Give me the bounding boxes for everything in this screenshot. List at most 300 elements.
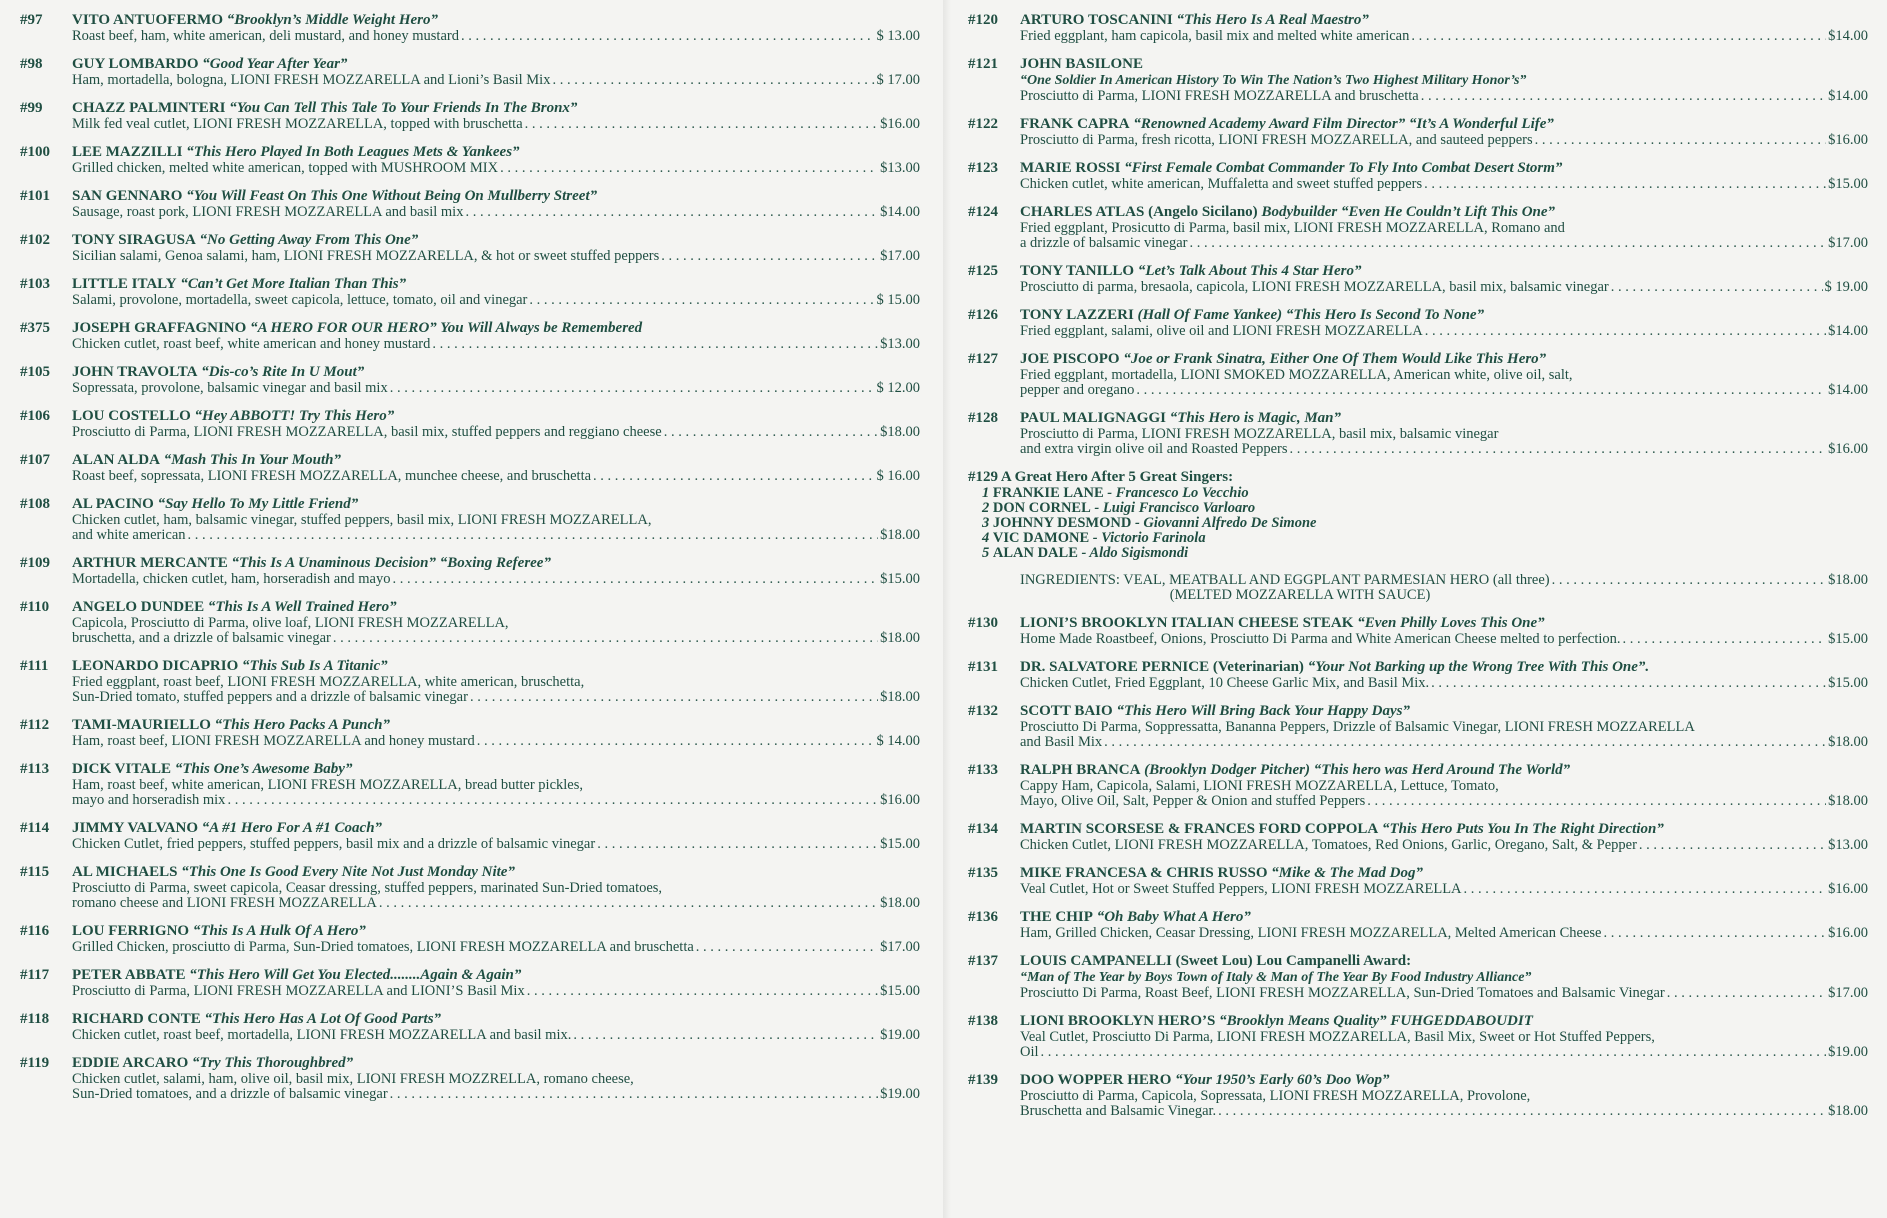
singer-entry: [982, 501, 1868, 516]
item-price: $14.00: [880, 204, 920, 220]
ingredients-line: [72, 1028, 920, 1043]
item-heading: [72, 967, 920, 984]
dot-leader: [390, 1087, 878, 1102]
item-number: #134: [968, 821, 998, 837]
singer-entry: [982, 531, 1868, 546]
item-name: PAUL MALIGNAGGI: [1020, 410, 1166, 426]
item-price: $16.00: [880, 116, 920, 132]
dot-leader: [1535, 133, 1826, 148]
ingredients-line: [72, 631, 920, 646]
item-name: RICHARD CONTE: [72, 1011, 201, 1027]
item-price: $14.00: [1828, 382, 1868, 398]
singer-entry: [982, 546, 1868, 561]
item-heading: [1020, 307, 1868, 324]
ingredients-text: Roast beef, ham, white american, deli mustard, and honey mustard: [72, 28, 459, 44]
item-body: [72, 599, 920, 646]
item-price: $17.00: [880, 248, 920, 264]
menu-item: [968, 1072, 1868, 1119]
item-body: [72, 1055, 920, 1102]
dot-leader: [1604, 926, 1827, 941]
item-name: LOUIS CAMPANELLI (Sweet Lou) Lou Campanelli Award:: [1020, 953, 1412, 969]
ingredients-text: Prosciutto di parma, bresaola, capicola, LIONI FRESH MOZZARELLA, basil mix, balsamic vinegar: [1020, 279, 1609, 295]
item-name: SAN GENNARO: [72, 188, 183, 204]
item-price: $18.00: [880, 895, 920, 911]
ingredients-line: [72, 161, 920, 176]
item-heading: [72, 452, 920, 469]
ingredients-text: Fried eggplant, ham capicola, basil mix and melted white american: [1020, 28, 1410, 44]
item-name: LOU COSTELLO: [72, 408, 191, 424]
ingredients-text: Oil: [1020, 1044, 1039, 1060]
item-body: [72, 967, 920, 999]
item-price: $19.00: [880, 1086, 920, 1102]
ingredients-text: mayo and horseradish mix: [72, 792, 226, 808]
item-name: VITO ANTUOFERMO: [72, 12, 223, 28]
ingredients-line: [1020, 324, 1868, 339]
dot-leader: [470, 690, 878, 705]
menu-item: [20, 188, 920, 220]
item-heading: [1020, 909, 1868, 926]
ingredients-line: [72, 734, 920, 749]
menu-item: [968, 615, 1868, 647]
item-129-ingredients-line: [1020, 573, 1868, 588]
item-number: #99: [20, 100, 43, 116]
item-price: $19.00: [1828, 1044, 1868, 1060]
item-price: $13.00: [1828, 837, 1868, 853]
item-name: ALAN ALDA: [72, 452, 160, 468]
item-number: #117: [20, 967, 50, 983]
item-price: $16.00: [1828, 132, 1868, 148]
item-number: #132: [968, 703, 998, 719]
item-heading: [1020, 263, 1868, 280]
ingredients-text: Sun-Dried tomatoes, and a drizzle of balsamic vinegar: [72, 1086, 388, 1102]
ingredients-text: Ham, Grilled Chicken, Ceasar Dressing, LIONI FRESH MOZZARELLA, Melted American Cheese: [1020, 925, 1602, 941]
item-heading: [72, 923, 920, 940]
right-items-group-a: [968, 12, 1868, 457]
ingredients-line: [1020, 632, 1868, 647]
dot-leader: [552, 73, 874, 88]
item-number: #124: [968, 204, 998, 220]
item-name: CHAZZ PALMINTERI: [72, 100, 226, 116]
item-tagline: “This Is A Well Trained Hero”: [207, 599, 397, 615]
item-tagline: “Hey ABBOTT! Try This Hero”: [194, 408, 395, 424]
ingredients-text: Grilled chicken, melted white american, topped with MUSHROOM MIX: [72, 160, 499, 176]
menu-item: [968, 659, 1868, 691]
item-number: #115: [20, 864, 50, 880]
menu-item: [20, 496, 920, 543]
singer-entry: [982, 516, 1868, 531]
ingredients-text: Roast beef, sopressata, LIONI FRESH MOZZARELLA, munchee cheese, and bruschetta: [72, 468, 592, 484]
menu-item: [968, 56, 1868, 104]
item-heading: [72, 320, 920, 337]
item-heading: [1020, 762, 1868, 779]
dot-leader: [227, 793, 878, 808]
item-tagline: “You Can Tell This Tale To Your Friends In The Bronx”: [229, 100, 578, 116]
dot-leader: [1411, 29, 1826, 44]
item-price: $ 19.00: [1824, 279, 1868, 295]
item-price: $15.00: [1828, 176, 1868, 192]
ingredients-line: [1020, 442, 1868, 457]
ingredients-text: Chicken cutlet, white american, Muffaletta and sweet stuffed peppers: [1020, 176, 1423, 192]
menu-item: [20, 820, 920, 852]
ingredients-text: Sopressata, provolone, balsamic vinegar and basil mix: [72, 380, 388, 396]
item-heading: [1020, 821, 1868, 838]
item-price: $14.00: [1828, 88, 1868, 104]
item-tagline: “This Hero Packs A Punch”: [214, 717, 390, 733]
ingredients-line: [1020, 280, 1868, 295]
item-price: $ 17.00: [876, 72, 920, 88]
ingredients-text: Prosciutto di Parma, LIONI FRESH MOZZARELLA, basil mix, stuffed peppers and reggiano cheese: [72, 424, 662, 440]
item-number: #112: [20, 717, 50, 733]
menu-item: [968, 865, 1868, 897]
item-number: #110: [20, 599, 50, 615]
dot-leader: [1464, 882, 1827, 897]
item-tagline: “A #1 Hero For A #1 Coach”: [201, 820, 383, 836]
menu-item: [20, 761, 920, 808]
menu-item: [968, 703, 1868, 750]
ingredients-text: Fried eggplant, Prosicutto di Parma, basil mix, LIONI FRESH MOZZARELLA, Romano and: [1020, 220, 1565, 236]
item-price: $13.00: [880, 160, 920, 176]
ingredients-text: Salami, provolone, mortadella, sweet capicola, lettuce, tomato, oil and vinegar: [72, 292, 528, 308]
singer-entry: [982, 486, 1868, 501]
ingredients-line: [1020, 1104, 1868, 1119]
item-body: [1020, 615, 1868, 647]
item-heading: [1020, 160, 1868, 177]
menu-item: [20, 717, 920, 749]
item-body: [1020, 865, 1868, 897]
menu-item: [968, 160, 1868, 192]
item-name: ARTHUR MERCANTE: [72, 555, 228, 571]
ingredients-text: Prosciutto Di Parma, Soppressatta, Bananna Peppers, Drizzle of Balsamic Vinegar, LIONI FRESH MOZZARELLA: [1020, 719, 1695, 735]
ingredients-line: [1020, 177, 1868, 192]
ingredients-line: [1020, 676, 1868, 691]
item-body: [72, 364, 920, 396]
item-price: $15.00: [1828, 631, 1868, 647]
ingredients-text: Chicken cutlet, roast beef, white american and honey mustard: [72, 336, 431, 352]
item-tagline: “This Hero Is A Real Maestro”: [1176, 12, 1369, 28]
singer-number: 3: [982, 515, 990, 531]
item-tagline: “Brooklyn Means Quality” FUHGEDDABOUDIT: [1219, 1013, 1533, 1029]
left-column: [20, 12, 920, 1114]
item-tagline: “No Getting Away From This One”: [199, 232, 419, 248]
menu-item: [968, 953, 1868, 1001]
item-name: DR. SALVATORE PERNICE (Veterinarian): [1020, 659, 1304, 675]
item-name: DOO WOPPER HERO: [1020, 1072, 1172, 1088]
dot-leader: [1424, 177, 1826, 192]
menu-item: [20, 555, 920, 587]
ingredients-text: Grilled Chicken, prosciutto di Parma, Sun-Dried tomatoes, LIONI FRESH MOZZARELLA and bruschetta: [72, 939, 694, 955]
item-heading: [72, 188, 920, 205]
item-tagline: “Your Not Barking up the Wrong Tree With This One”.: [1307, 659, 1650, 675]
item-name: JIMMY VALVANO: [72, 820, 198, 836]
item-name: THE CHIP: [1020, 909, 1093, 925]
item-number: #136: [968, 909, 998, 925]
menu-item: [968, 821, 1868, 853]
item-heading: [1020, 1072, 1868, 1089]
item-heading: [1020, 12, 1868, 29]
ingredients-text: Fried eggplant, roast beef, LIONI FRESH MOZZARELLA, white american, bruschetta,: [72, 674, 585, 690]
singer-list: [982, 486, 1868, 561]
item-body: [72, 144, 920, 176]
item-tagline: (Hall Of Fame Yankee) “This Hero Is Second To None”: [1137, 307, 1485, 323]
ingredients-line: [72, 940, 920, 955]
singer-number: 2: [982, 500, 990, 516]
item-heading: [1020, 116, 1868, 133]
dot-leader: [432, 337, 878, 352]
item-tagline: “Let’s Talk About This 4 Star Hero”: [1137, 263, 1362, 279]
item-body: [1020, 953, 1868, 1001]
item-tagline: “This Hero Played In Both Leagues Mets & Yankees”: [186, 144, 520, 160]
item-heading: [72, 100, 920, 117]
item-subtitle: “Man of The Year by Boys Town of Italy & Man of The Year By Food Industry Alliance”: [1020, 970, 1532, 985]
item-body: [1020, 1013, 1868, 1060]
item-name: LIONI BROOKLYN HERO’S: [1020, 1013, 1216, 1029]
ingredients-text: Chicken Cutlet, Fried Eggplant, 10 Cheese Garlic Mix, and Basil Mix.: [1020, 675, 1430, 691]
item-number: #102: [20, 232, 50, 248]
singer-real-name: - Francesco Lo Vecchio: [1107, 485, 1249, 501]
item-body: [1020, 307, 1868, 339]
item-number: #103: [20, 276, 50, 292]
ingredients-text: Milk fed veal cutlet, LIONI FRESH MOZZARELLA, topped with bruschetta: [72, 116, 523, 132]
item-number: #123: [968, 160, 998, 176]
singer-real-name: - Victorio Farinola: [1092, 530, 1206, 546]
menu-item: [968, 307, 1868, 339]
ingredients-text: Veal Cutlet, Hot or Sweet Stuffed Peppers, LIONI FRESH MOZZARELLA: [1020, 881, 1462, 897]
item-number: #118: [20, 1011, 50, 1027]
singer-stage-name: ALAN DALE: [992, 545, 1078, 561]
item-body: [1020, 116, 1868, 148]
dot-leader: [461, 29, 875, 44]
page-fold: [943, 0, 951, 1218]
item-price: $18.00: [880, 630, 920, 646]
item-name: ARTURO TOSCANINI: [1020, 12, 1173, 28]
item-heading: [72, 56, 920, 73]
item-price: $18.00: [880, 527, 920, 543]
ingredients-text: Bruschetta and Balsamic Vinegar.: [1020, 1103, 1217, 1119]
item-price: $17.00: [1828, 235, 1868, 251]
ingredients-text: and extra virgin olive oil and Roasted Peppers: [1020, 441, 1288, 457]
dot-leader: [333, 631, 878, 646]
ingredients-line: [72, 896, 920, 911]
item-name: AL PACINO: [72, 496, 154, 512]
item-number: #127: [968, 351, 998, 367]
dot-leader: [529, 293, 874, 308]
item-tagline: “This Hero Will Bring Back Your Happy Days”: [1116, 703, 1410, 719]
ingredients-text: Chicken Cutlet, LIONI FRESH MOZZARELLA, Tomatoes, Red Onions, Garlic, Oregano, Salt, & Pepper: [1020, 837, 1637, 853]
item-price: $ 14.00: [876, 733, 920, 749]
item-body: [1020, 703, 1868, 750]
ingredients-line: [72, 73, 920, 88]
ingredients-line: [72, 117, 920, 132]
item-body: [1020, 1072, 1868, 1119]
ingredients-line: [1020, 735, 1868, 750]
singer-stage-name: VIC DAMONE: [992, 530, 1090, 546]
dot-leader: [390, 381, 875, 396]
item-name: CHARLES ATLAS (Angelo Sicilano): [1020, 204, 1258, 220]
dot-leader: [1425, 324, 1826, 339]
ingredients-line: [1020, 29, 1868, 44]
item-tagline: “This One Is Good Every Nite Not Just Monday Nite”: [181, 864, 515, 880]
item-tagline: “You Will Feast On This One Without Being On Mullberry Street”: [186, 188, 598, 204]
singer-stage-name: FRANKIE LANE: [992, 485, 1104, 501]
item-price: $15.00: [1828, 675, 1868, 691]
singer-number: 5: [982, 545, 990, 561]
ingredients-line: [72, 293, 920, 308]
item-name: LITTLE ITALY: [72, 276, 177, 292]
item-body: [1020, 12, 1868, 44]
item-heading: [72, 1011, 920, 1028]
dot-leader: [1104, 735, 1826, 750]
item-tagline: “This Is A Unaminous Decision” “Boxing Referee”: [231, 555, 551, 571]
menu-item: [20, 56, 920, 88]
ingredients-line: [72, 205, 920, 220]
item-name: JOE PISCOPO: [1020, 351, 1120, 367]
item-heading: [1020, 56, 1868, 73]
dot-leader: [664, 425, 878, 440]
ingredients-text: pepper and oregano: [1020, 382, 1135, 398]
item-name: SCOTT BAIO: [1020, 703, 1113, 719]
menu-item: [20, 599, 920, 646]
item-129-note: (MELTED MOZZARELLA WITH SAUCE): [1169, 587, 1431, 603]
menu-item: [20, 100, 920, 132]
item-body: [72, 1011, 920, 1043]
menu-item: [20, 276, 920, 308]
item-name: EDDIE ARCARO: [72, 1055, 189, 1071]
ingredients-line: [72, 984, 920, 999]
menu-item: [20, 658, 920, 705]
menu-item: [968, 116, 1868, 148]
ingredients-line: [72, 528, 920, 543]
item-price: $15.00: [880, 571, 920, 587]
right-column: [968, 12, 1868, 1131]
item-body: [72, 320, 920, 352]
menu-item: [20, 144, 920, 176]
ingredients-text: Fried eggplant, mortadella, LIONI SMOKED MOZZARELLA, American white, olive oil, salt,: [1020, 367, 1573, 383]
item-number: #135: [968, 865, 998, 881]
item-price: $18.00: [1828, 1103, 1868, 1119]
item-heading: [72, 761, 920, 778]
item-name: TONY TANILLO: [1020, 263, 1135, 279]
menu-item: [20, 452, 920, 484]
item-number: #111: [20, 658, 49, 674]
ingredients-text: Ham, mortadella, bologna, LIONI FRESH MOZZARELLA and Lioni’s Basil Mix: [72, 72, 551, 88]
item-price: $16.00: [1828, 441, 1868, 457]
ingredients-line: [1020, 926, 1868, 941]
item-name: ANGELO DUNDEE: [72, 599, 205, 615]
item-tagline: “Try This Thoroughbred”: [192, 1055, 354, 1071]
dot-leader: [1041, 1045, 1827, 1060]
menu-item: [968, 263, 1868, 295]
item-price: $18.00: [1828, 734, 1868, 750]
ingredients-text: Ham, roast beef, white american, LIONI FRESH MOZZARELLA, bread butter pickles,: [72, 777, 583, 793]
dot-leader: [393, 572, 879, 587]
item-tagline: “Oh Baby What A Hero”: [1096, 909, 1251, 925]
menu-item: [20, 923, 920, 955]
item-number: #119: [20, 1055, 50, 1071]
ingredients-text: and white american: [72, 527, 186, 543]
dot-leader: [1623, 632, 1827, 647]
ingredients-text: romano cheese and LIONI FRESH MOZZARELLA: [72, 895, 377, 911]
item-tagline: “This Hero Has A Lot Of Good Parts”: [204, 1011, 442, 1027]
menu-item: [20, 364, 920, 396]
dot-leader: [379, 896, 878, 911]
ingredients-text: Mayo, Olive Oil, Salt, Pepper & Onion and stuffed Peppers: [1020, 793, 1366, 809]
dot-leader: [1189, 236, 1826, 251]
item-number: #126: [968, 307, 998, 323]
dot-leader: [1431, 676, 1826, 691]
item-name: LIONI’S BROOKLYN ITALIAN CHEESE STEAK: [1020, 615, 1354, 631]
ingredients-text: Cappy Ham, Capicola, Salami, LIONI FRESH MOZZARELLA, Lettuce, Tomato,: [1020, 778, 1499, 794]
item-body: [1020, 659, 1868, 691]
item-price: $14.00: [1828, 323, 1868, 339]
menu-item: [20, 1011, 920, 1043]
item-body: [72, 761, 920, 808]
item-body: [72, 56, 920, 88]
item-number: #114: [20, 820, 50, 836]
item-body: [1020, 762, 1868, 809]
item-name: FRANK CAPRA: [1020, 116, 1130, 132]
item-heading: [72, 276, 920, 293]
item-price: $13.00: [880, 336, 920, 352]
item-price: $16.00: [1828, 925, 1868, 941]
item-number: #116: [20, 923, 50, 939]
menu-item: [20, 12, 920, 44]
dot-leader: [1290, 442, 1827, 457]
menu-item: [968, 909, 1868, 941]
item-name: TAMI-MAURIELLO: [72, 717, 211, 733]
singer-number: 4: [982, 530, 990, 546]
ingredients-line: [72, 572, 920, 587]
ingredients-line: [72, 690, 920, 705]
menu-item: [968, 204, 1868, 251]
ingredients-text: Chicken cutlet, salami, ham, olive oil, basil mix, LIONI FRESH MOZZRELLA, romano cheese,: [72, 1071, 634, 1087]
dot-leader: [593, 469, 874, 484]
singer-number: 1: [982, 485, 990, 501]
ingredients-line: [72, 425, 920, 440]
item-number: #137: [968, 953, 998, 969]
item-body: [72, 496, 920, 543]
dot-leader: [188, 528, 879, 543]
ingredients-text: Prosciutto di Parma, LIONI FRESH MOZZARELLA, basil mix, balsamic vinegar: [1020, 426, 1499, 442]
ingredients-text: Fried eggplant, salami, olive oil and LIONI FRESH MOZZARELLA: [1020, 323, 1423, 339]
ingredients-text: a drizzle of balsamic vinegar: [1020, 235, 1188, 251]
dot-leader: [1667, 986, 1826, 1001]
item-number: #139: [968, 1072, 998, 1088]
ingredients-line: [1020, 794, 1868, 809]
item-heading: [1020, 204, 1868, 221]
item-tagline: (Brooklyn Dodger Pitcher) “This hero was Herd Around The World”: [1144, 762, 1571, 778]
item-heading: [72, 1055, 920, 1072]
ingredients-line: [72, 1087, 920, 1102]
ingredients-line: [1020, 133, 1868, 148]
item-body: [1020, 204, 1868, 251]
item-price: $16.00: [880, 792, 920, 808]
item-heading: [1020, 659, 1868, 676]
menu-item: [968, 351, 1868, 398]
item-body: [72, 555, 920, 587]
item-price: $ 15.00: [876, 292, 920, 308]
item-number: #138: [968, 1013, 998, 1029]
item-name: GUY LOMBARDO: [72, 56, 199, 72]
item-tagline: “This One’s Awesome Baby”: [174, 761, 353, 777]
item-body: [72, 100, 920, 132]
item-tagline: “Renowned Academy Award Film Director” “It’s A Wonderful Life”: [1133, 116, 1554, 132]
item-heading: [72, 658, 920, 675]
ingredients-text: Prosciutto di Parma, LIONI FRESH MOZZARELLA and LIONI’S Basil Mix: [72, 983, 525, 999]
item-tagline: “Your 1950’s Early 60’s Doo Wop”: [1175, 1072, 1390, 1088]
item-tagline: “Say Hello To My Little Friend”: [157, 496, 359, 512]
item-tagline: “This Is A Hulk Of A Hero”: [192, 923, 366, 939]
item-body: [1020, 263, 1868, 295]
